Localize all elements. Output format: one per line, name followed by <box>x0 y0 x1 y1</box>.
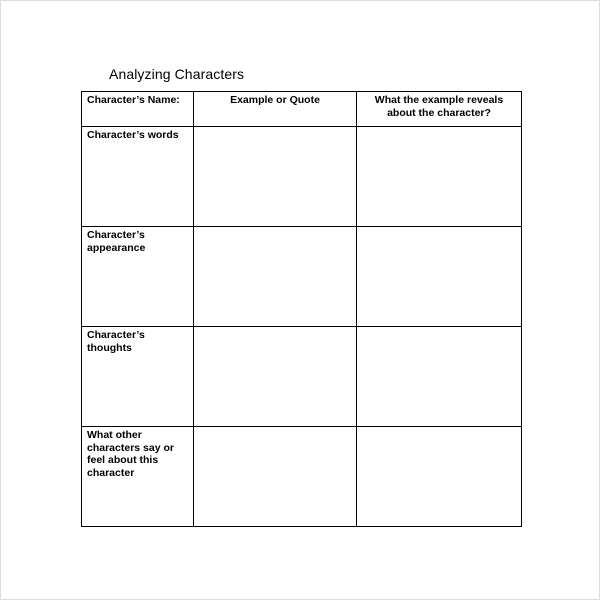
table-header-row <box>82 92 522 127</box>
example-cell-characters-appearance[interactable] <box>194 227 357 327</box>
header-what-example-reveals: What the example reveals about the character? <box>357 92 522 127</box>
header-example-or-quote: Example or Quote <box>194 92 357 127</box>
row-label-characters-words: Character’s words <box>82 127 194 227</box>
table-row-characters-thoughts <box>82 327 522 427</box>
row-label-characters-appearance: Character’s appearance <box>82 227 194 327</box>
example-cell-characters-words[interactable] <box>194 127 357 227</box>
reveals-cell-characters-appearance[interactable] <box>357 227 522 327</box>
row-label-what-others-say: What other characters say or feel about this character <box>82 427 194 527</box>
page-title: Analyzing Characters <box>109 66 245 82</box>
header-character-name: Character’s Name: <box>82 92 194 127</box>
reveals-cell-what-others-say[interactable] <box>357 427 522 527</box>
table-row-characters-words <box>82 127 522 227</box>
reveals-cell-characters-words[interactable] <box>357 127 522 227</box>
character-analysis-table <box>81 91 522 527</box>
table-row-characters-appearance <box>82 227 522 327</box>
reveals-cell-characters-thoughts[interactable] <box>357 327 522 427</box>
row-label-characters-thoughts: Character’s thoughts <box>82 327 194 427</box>
example-cell-characters-thoughts[interactable] <box>194 327 357 427</box>
table-row-what-others-say <box>82 427 522 527</box>
example-cell-what-others-say[interactable] <box>194 427 357 527</box>
